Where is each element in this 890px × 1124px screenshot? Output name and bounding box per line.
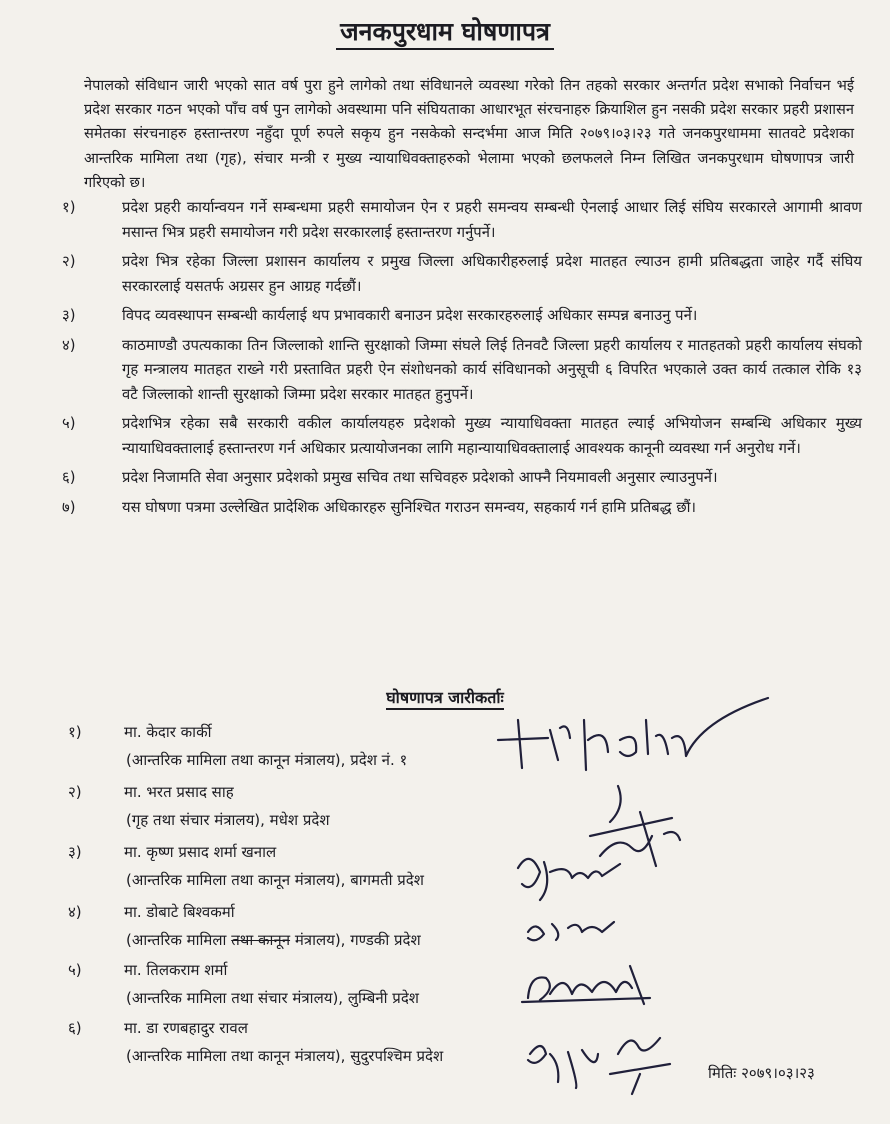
signatory-name: मा. तिलकराम शर्मा [124,961,228,979]
point-2 [62,250,862,299]
signatory-office: (गृह तथा संचार मंत्रालय), मधेश प्रदेश [126,811,330,829]
signatory-office: (आन्तरिक मामिला तथा कानून मंत्रालय), गण्डकी प्रदेश [126,931,421,949]
signatory-office: (आन्तरिक मामिला तथा कानून मंत्रालय), प्रदेश नं. १ [126,751,408,769]
intro-paragraph: नेपालको संविधान जारी भएको सात वर्ष पुरा हुने लागेको तथा संविधानले व्यवस्था गरेको तिन तहको सरकार अन्तर्गत प्रदेश सभाको निर्वाचन भई प्रदेश सरकार गठन भएको पाँच वर्ष पुन लागेको अवस्थामा पनि संघियताका आधारभूत संरचनाहरु क्रियाशिल हुन नसकी प्रदेश सरकार प्रहरी प्रशासन समेतका संरचनाहरु हस्तान्तरण नहुँदा पूर्ण रुपले सकृय हुन नसकेको सन्दर्भमा आज मिति २०७९।०३।२३ गते जनकपुरधाममा सातवटे प्रदेशका आन्तरिक मामिला तथा (गृह), संचार मन्त्री र मुख्य न्यायाधिवक्ताहरुको भेलामा भएको छलफलले निम्न लिखित जनकपुरधाम घोषणापत्र जारी गरिएको छ। [84,77,854,191]
document-date: मितिः २०७९।०३।२३ [708,1064,815,1082]
point-text: विपद व्यवस्थापन सम्बन्धी कार्यलाई थप प्रभावकारी बनाउन प्रदेश सरकारहरुलाई अधिकार सम्पन्न बनाउनु पर्ने। [122,307,698,324]
signatory-number: २) [68,783,82,801]
signatory-name: मा. भरत प्रसाद साह [124,783,234,801]
signatories-heading: घोषणापत्र जारीकर्ताः [0,686,890,708]
signatory-number: ६) [68,1019,82,1037]
point-text: प्रदेश निजामति सेवा अनुसार प्रदेशको प्रमुख सचिव तथा सचिवहरु प्रदेशको आफ्नै नियमावली अनुसार ल्याउनुपर्ने। [122,469,718,486]
point-number: ५) [62,415,76,432]
signatory-name: मा. कृष्ण प्रसाद शर्मा खनाल [124,843,277,861]
signatory-number: ४) [68,903,82,921]
signatory-office: (आन्तरिक मामिला तथा संचार मंत्रालय), लुम्बिनी प्रदेश [126,989,420,1007]
signatory-number: ५) [68,961,82,979]
point-6 [62,466,862,491]
point-number: ७) [62,498,76,516]
signatory-number: १) [68,723,82,741]
point-text: यस घोषणा पत्रमा उल्लेखित प्रादेशिक अधिकारहरु सुनिश्चित गराउन समन्वय, सहकार्य गर्न हामि प्रतिबद्ध छौं। [122,498,697,516]
signatory-name: मा. डा रणबहादुर रावल [124,1019,248,1037]
point-number: २) [62,253,76,270]
signatory-office: (आन्तरिक मामिला तथा कानून मंत्रालय), सुदुरपश्चिम प्रदेश [126,1047,444,1065]
signature-4 [522,910,622,950]
signatory-number: ३) [68,843,82,861]
point-text: प्रदेश प्रहरी कार्यान्वयन गर्ने सम्बन्धमा प्रहरी समायोजन ऐन र प्रहरी समन्वय सम्बन्धी ऐनलाई आधार लिई संघिय सरकारले आगामी श्रावण मसान्त भित्र प्रहरी समायोजन गरी प्रदेश सरकारलाई हस्तान्तरण गर्नुपर्ने। [122,199,862,241]
point-5 [62,412,862,461]
document-title: जनकपुरधाम घोषणापत्र [0,14,890,48]
signatory-name: मा. डोबाटे बिश्वकर्मा [124,903,235,921]
point-4 [62,334,862,408]
point-number: १) [62,199,76,216]
signatory-office: (आन्तरिक मामिला तथा कानून मंत्रालय), बागमती प्रदेश [126,871,424,889]
declaration-points [62,196,862,525]
point-3 [62,304,862,329]
signature-5 [520,958,660,1013]
struck-text: तथा कानून [231,931,291,949]
point-number: ४) [62,336,76,354]
point-7 [62,496,862,521]
point-number: ३) [62,307,76,324]
point-text: प्रदेशभित्र रहेका सबै सरकारी वकील कार्यालयहरु प्रदेशको मुख्य न्यायाधिवक्ता मातहत ल्याई अभियोजन सम्बन्धि अधिकार मुख्य न्यायाधिवक्तालाई हस्तान्तरण गर्न अधिकार प्रत्यायोजनका लागि महान्यायाधिवक्तालाई आवश्यक कानूनी व्यवस्था गर्न अनुरोध गर्ने। [122,415,862,457]
point-text: काठमाण्डौ उपत्यकाका तिन जिल्लाको शान्ति सुरक्षाको जिम्मा संघले लिई तिनवटै जिल्ला प्रहरी कार्यालय र मातहतको प्रहरी कार्यालय संघको गृह मन्त्रालय मातहत राख्ने गरी प्रस्तावित प्रहरी ऐन संशोधनको कार्य संविधानको अनुसूची ६ विपरित भएकाले उक्त कार्य तत्काल रोकि १३ वटै जिल्लाको शान्ती सुरक्षाको जिम्मा प्रदेश सरकार मातहत हुनुपर्ने। [122,336,862,403]
signatory-name: मा. केदार कार्की [124,723,212,741]
point-number: ६) [62,469,76,486]
signature-6 [520,1024,680,1099]
signature-3 [510,838,630,908]
signature-1 [488,690,778,780]
point-text: प्रदेश भित्र रहेका जिल्ला प्रशासन कार्यालय र प्रमुख जिल्ला अधिकारीहरुलाई प्रदेश मातहत ल्याउन हामी प्रतिबद्धता जाहेर गर्दै संघिय सरकारलाई यसतर्फ अग्रसर हुन आग्रह गर्दछौं। [122,253,862,295]
point-1 [62,196,862,245]
